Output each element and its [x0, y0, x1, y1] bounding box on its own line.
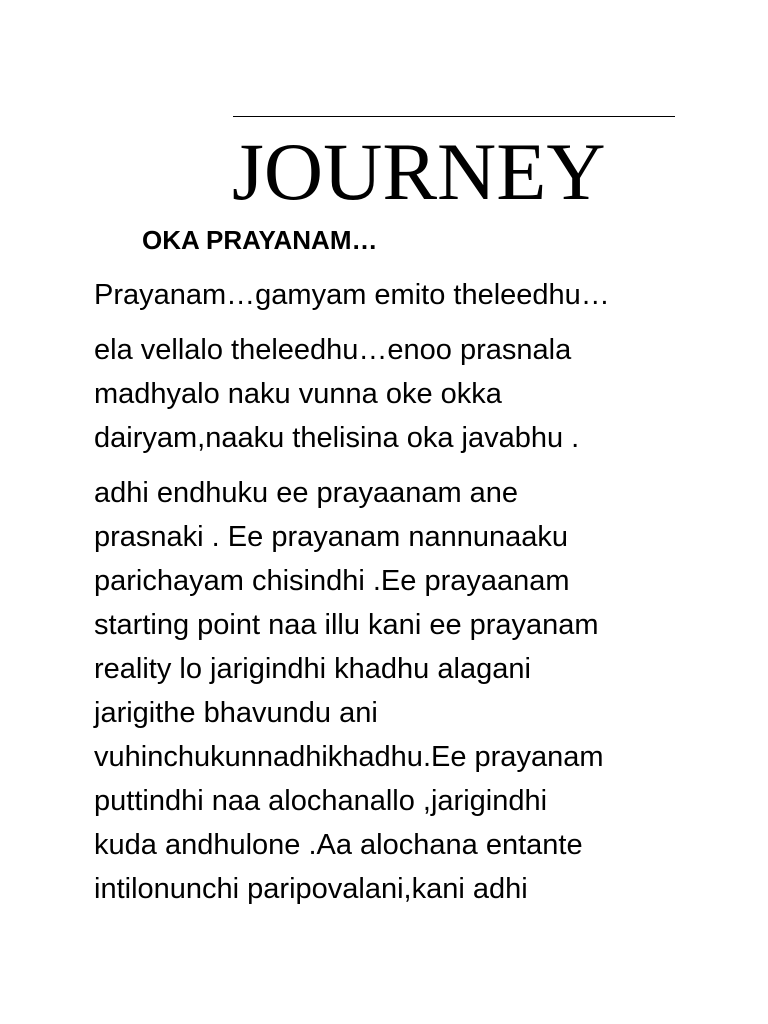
text-line: prasnaki . Ee prayanam nannunaaku — [94, 521, 568, 553]
page-title: JOURNEY — [232, 126, 606, 217]
text-line: kuda andhulone .Aa alochana entante — [94, 829, 583, 861]
text-line: ela vellalo theleedhu…enoo prasnala — [94, 334, 572, 366]
text-line: puttindhi naa alochanallo ,jarigindhi — [94, 785, 548, 817]
text-line: jarigithe bhavundu ani — [94, 697, 378, 729]
text-line: starting point naa illu kani ee prayanam — [94, 609, 599, 641]
page-subtitle: OKA PRAYANAM… — [142, 225, 378, 255]
text-line: madhyalo naku vunna oke okka — [94, 378, 502, 410]
paragraph-3 — [94, 471, 694, 911]
paragraph-2 — [94, 328, 694, 460]
title-rule — [233, 116, 675, 117]
text-line: Prayanam…gamyam emito theleedhu… — [94, 279, 610, 311]
paragraph-1 — [94, 273, 694, 317]
text-line: intilonunchi paripovalani,kani adhi — [94, 873, 528, 905]
text-line: parichayam chisindhi .Ee prayaanam — [94, 565, 570, 597]
text-line: dairyam,naaku thelisina oka javabhu . — [94, 422, 580, 454]
text-line: adhi endhuku ee prayaanam ane — [94, 477, 519, 509]
text-line: reality lo jarigindhi khadhu alagani — [94, 653, 531, 685]
text-line: vuhinchukunnadhikhadhu.Ee prayanam — [94, 741, 604, 773]
